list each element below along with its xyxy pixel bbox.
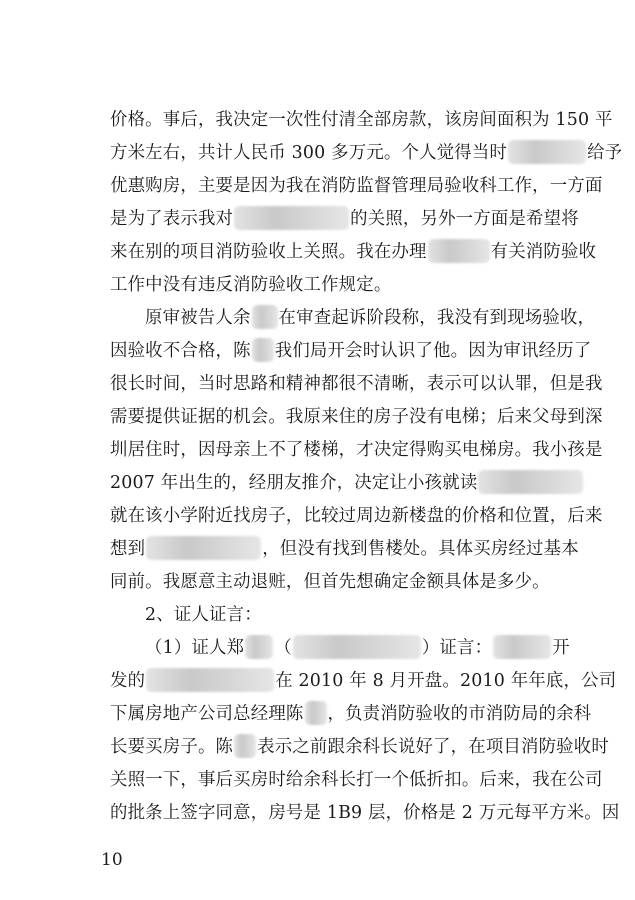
- redacted-block: [508, 140, 586, 164]
- redacted-block: [252, 338, 274, 362]
- text-line: 价格。事后，我决定一次性付清全部房款，该房间面积为 150 平: [110, 110, 613, 130]
- text-line: 来在别的项目消防验收上关照。我在办理 有关消防验收: [110, 237, 588, 267]
- text-line: 圳居住时，因母亲上不了楼梯，才决定得购买电梯房。我小孩是: [110, 440, 603, 460]
- text-line: 需要提供证据的机会。我原来住的房子没有电梯；后来父母到深: [110, 407, 603, 427]
- redacted-block: [146, 668, 274, 692]
- text-line: 同前。我愿意主动退赃，但首先想确定金额具体是多少。: [110, 572, 550, 592]
- text-line: 很长时间，当时思路和精神都很不清晰，表示可以认罪，但是我: [110, 374, 603, 394]
- text-line: 方米左右，共计人民币 300 多万元。个人觉得当时 给予: [110, 138, 588, 168]
- text-line: 关照一下，事后买房时给余科长打一个低折扣。后来，我在公司: [110, 770, 603, 790]
- redacted-block: [234, 734, 256, 758]
- text-line: 想到 ，但没有找到售楼处。具体买房经过基本: [110, 534, 588, 564]
- redacted-block: [305, 701, 327, 725]
- redacted-block: [234, 206, 349, 230]
- redacted-block: [245, 635, 273, 659]
- redacted-block: [146, 536, 261, 560]
- section-heading: 2、证人证言：: [145, 605, 262, 625]
- text-line: 是为了表示我对 的关照，另外一方面是希望将: [110, 204, 588, 234]
- text-line: 因验收不合格，陈 我们局开会时认识了他。因为审讯经历了: [110, 336, 588, 366]
- text-line: 原审被告人余 在审查起诉阶段称，我没有到现场验收，: [145, 303, 588, 333]
- text-line: 2007 年出生的，经朋友推介，决定让小孩就读: [110, 468, 588, 498]
- redacted-block: [293, 635, 421, 659]
- text-line: 下属房地产公司总经理陈 ，负责消防验收的市消防局的余科: [110, 699, 588, 729]
- redacted-block: [478, 470, 583, 494]
- text-line: （1）证人郑 （ ）证言： 开: [145, 633, 588, 663]
- redacted-block: [252, 305, 278, 329]
- redacted-block: [493, 635, 551, 659]
- text-line: 就在该小学附近找房子，比较过周边新楼盘的价格和位置，后来: [110, 506, 603, 526]
- text-line: 优惠购房，主要是因为我在消防监督管理局验收科工作，一方面: [110, 176, 603, 196]
- page-number: 10: [101, 850, 123, 870]
- redacted-block: [428, 239, 490, 263]
- text-line: 工作中没有违反消防验收工作规定。: [110, 275, 392, 295]
- text-line: 发的 在 2010 年 8 月开盘。2010 年年底，公司: [110, 666, 588, 696]
- text-line: 长要买房子。陈 表示之前跟余科长说好了，在项目消防验收时: [110, 732, 588, 762]
- text-line: 的批条上签字同意，房号是 1B9 层，价格是 2 万元每平方米。因: [110, 803, 620, 823]
